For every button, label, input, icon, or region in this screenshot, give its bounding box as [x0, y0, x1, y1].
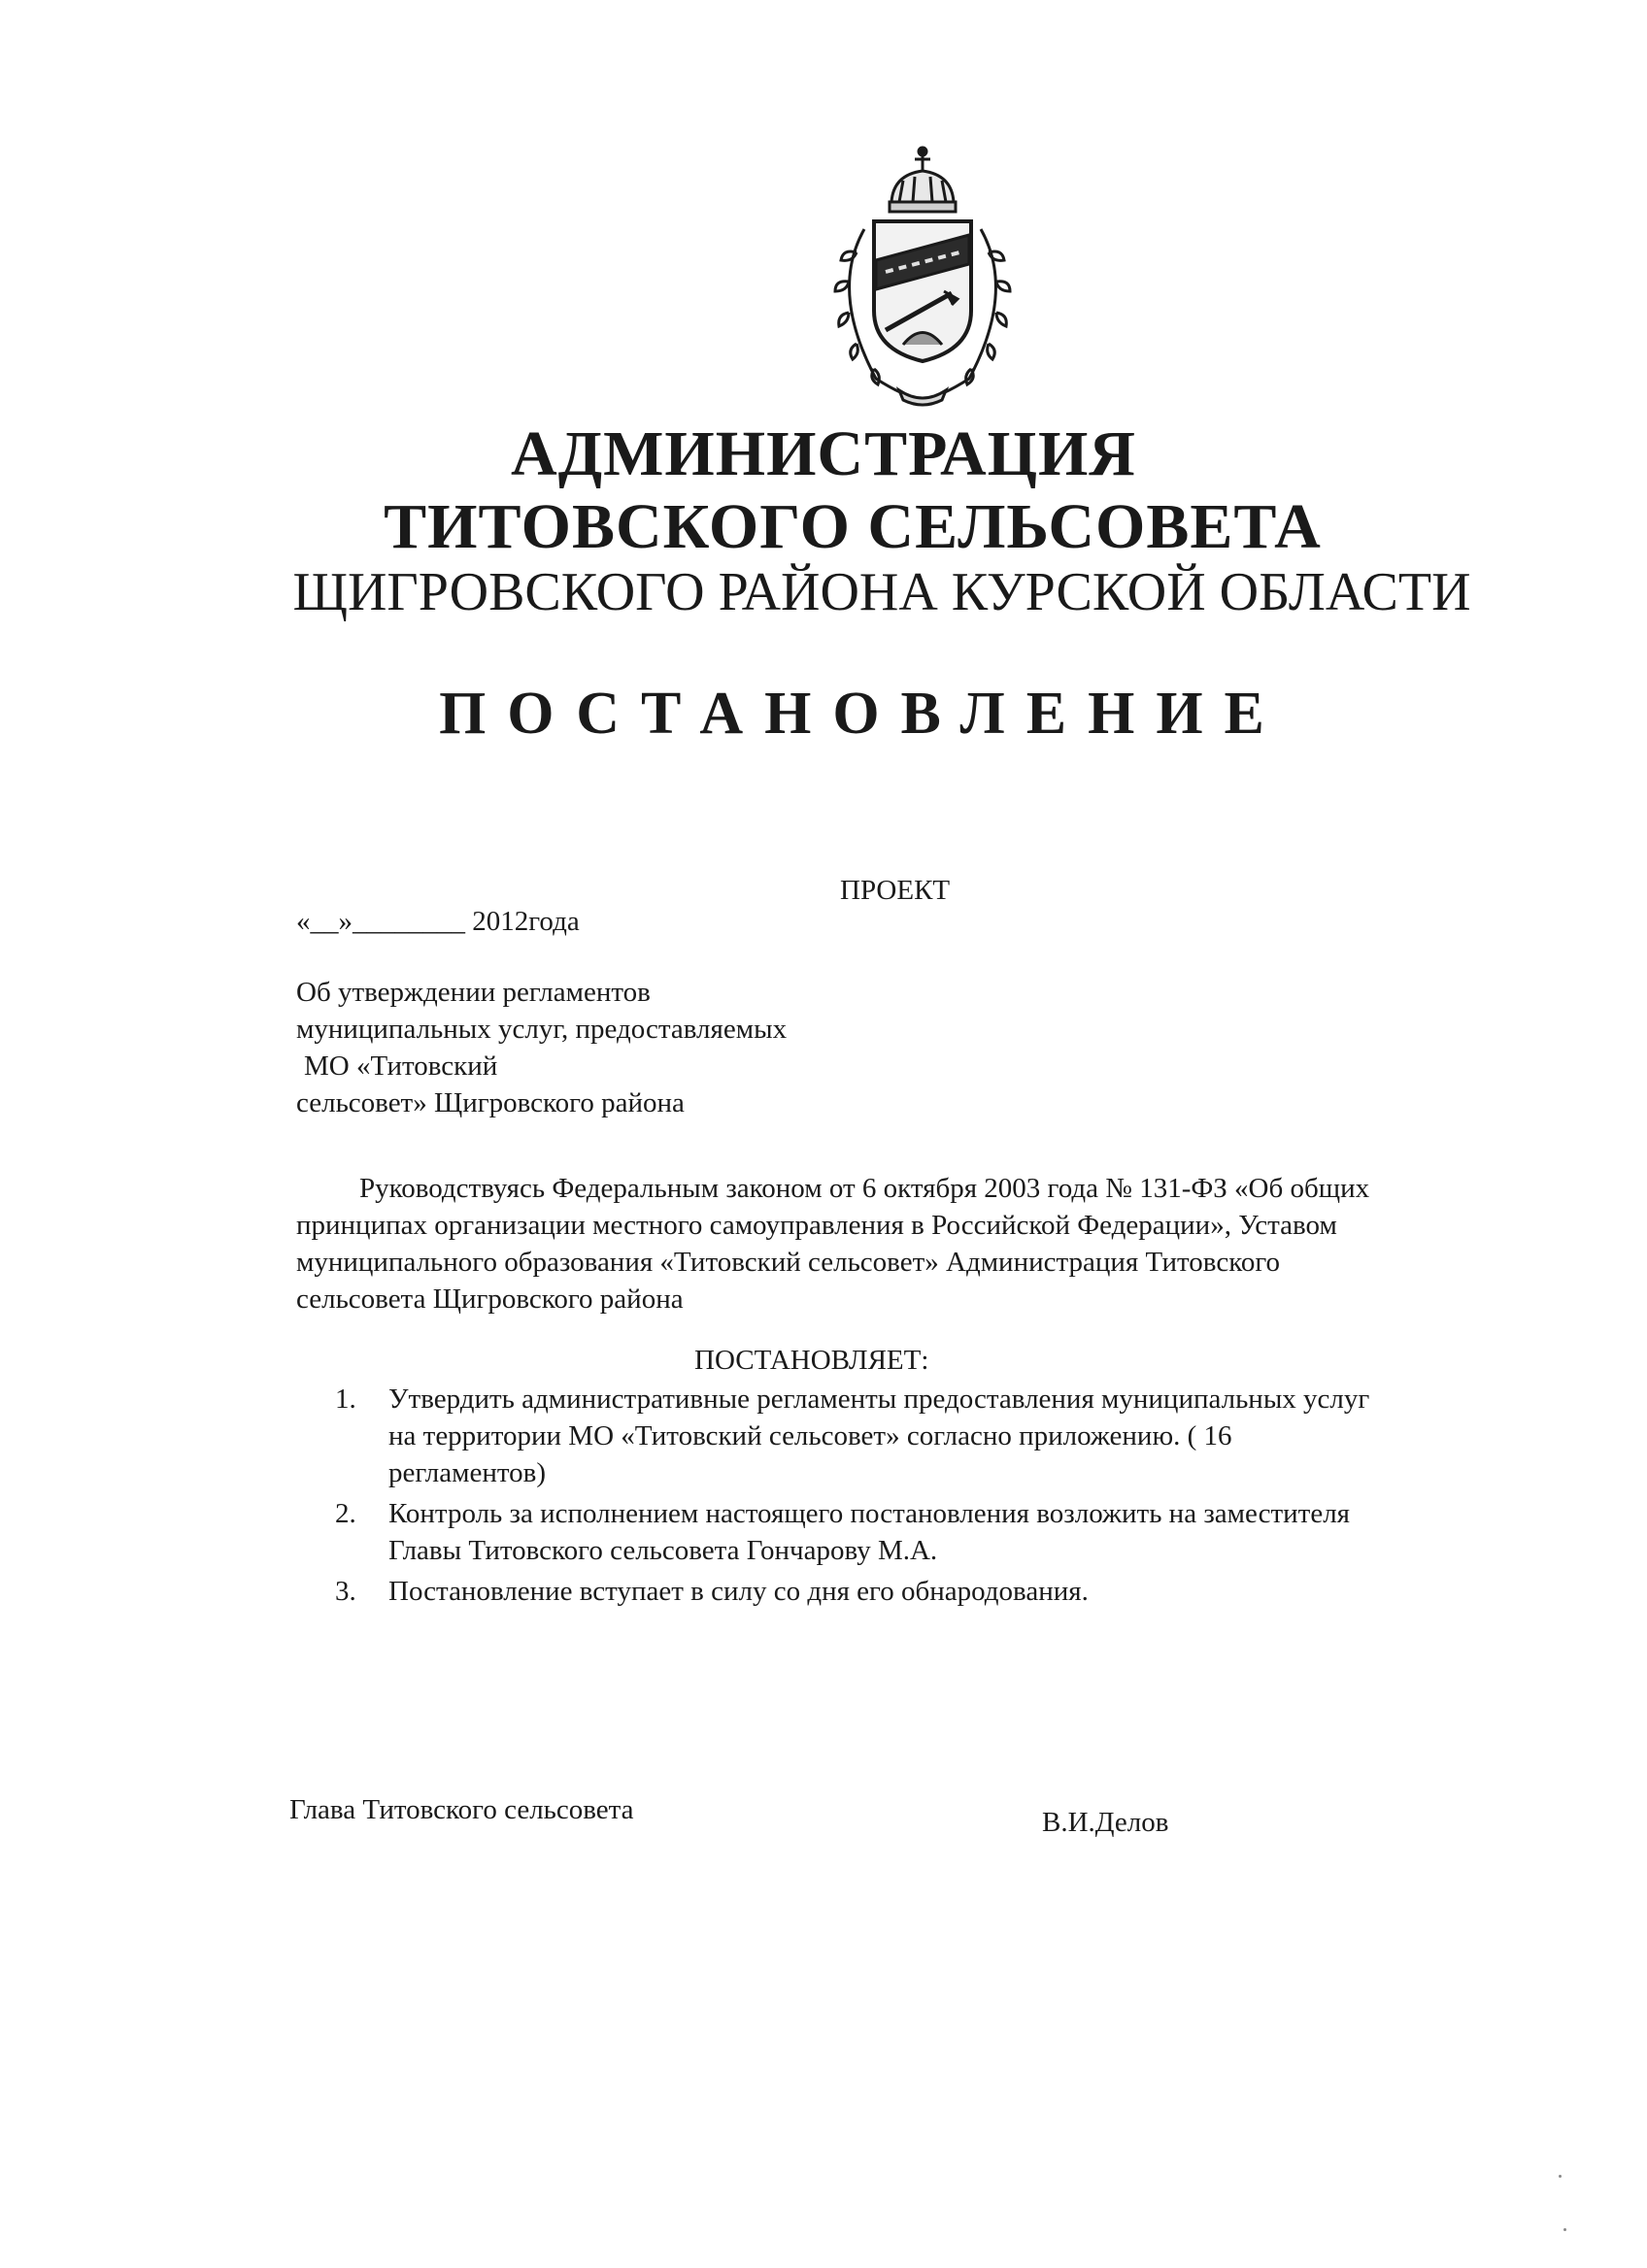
item-line: Главы Титовского сельсовета Гончарову М.А.	[388, 1535, 938, 1566]
header-council-name: ТИТОВСКОГО СЕЛЬСОВЕТА	[384, 491, 1322, 562]
item-number: 1.	[335, 1384, 356, 1415]
preamble-line: сельсовета Щигровского района	[296, 1284, 684, 1315]
preamble-paragraph	[296, 1170, 1549, 1317]
item-number: 2.	[335, 1498, 356, 1529]
item-line: Контроль за исполнением настоящего постановления возложить на заместителя	[388, 1498, 1351, 1529]
item-number: 3.	[335, 1576, 356, 1607]
header-district-region: ЩИГРОВСКОГО РАЙОНА КУРСКОЙ ОБЛАСТИ	[292, 562, 1471, 622]
signatory-title: Глава Титовского сельсовета	[289, 1794, 634, 1825]
preamble-line: принципах организации местного самоуправления в Российской Федерации», Уставом	[296, 1210, 1337, 1241]
scan-speck	[1559, 2175, 1562, 2178]
subject-line: муниципальных услуг, предоставляемых	[296, 1014, 788, 1045]
scan-speck	[1563, 2228, 1566, 2231]
item-line: регламентов)	[388, 1457, 547, 1488]
decree-item	[335, 1573, 1578, 1610]
coat-of-arms-emblem	[806, 146, 1039, 408]
decree-item	[335, 1495, 1578, 1569]
subject-line: сельсовет» Щигровского района	[296, 1087, 685, 1118]
decree-item	[335, 1381, 1578, 1491]
subject-block	[296, 974, 787, 1121]
draft-label: ПРОЕКТ	[840, 875, 951, 906]
date-line: «__»________ 2012года	[296, 906, 580, 937]
header-administration: АДМИНИСТРАЦИЯ	[511, 418, 1136, 489]
decree-heading: ПОСТАНОВЛЯЕТ:	[694, 1345, 929, 1376]
preamble-line: Руководствуясь Федеральным законом от 6 октября 2003 года № 131-ФЗ «Об общих	[359, 1173, 1370, 1204]
preamble-line: муниципального образования «Титовский сельсовет» Администрация Титовского	[296, 1247, 1280, 1278]
item-line: Постановление вступает в силу со дня его обнародования.	[388, 1576, 1089, 1607]
subject-line: Об утверждении регламентов	[296, 977, 651, 1008]
signatory-name: В.И.Делов	[1042, 1807, 1169, 1838]
document-type-title: ПОСТАНОВЛЕНИЕ	[439, 681, 1286, 747]
item-line: на территории МО «Титовский сельсовет» согласно приложению. ( 16	[388, 1420, 1232, 1451]
decree-items-list	[335, 1381, 1578, 1614]
subject-line: МО «Титовский	[304, 1051, 498, 1082]
item-line: Утвердить административные регламенты предоставления муниципальных услуг	[388, 1384, 1370, 1415]
